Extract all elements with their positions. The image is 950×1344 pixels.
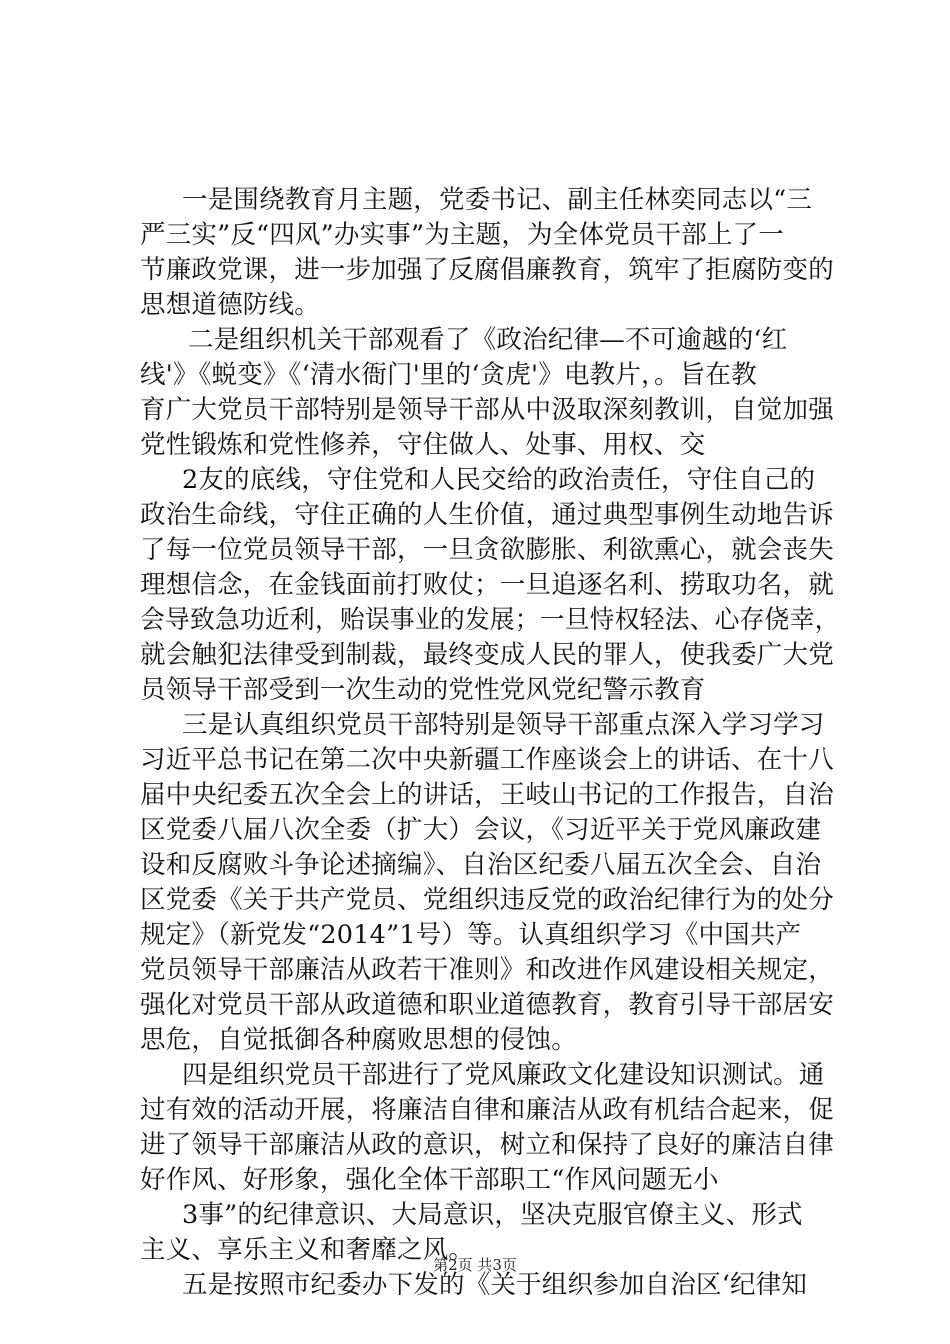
document-body (140, 183, 840, 1303)
text-line: 了每一位党员领导干部，一旦贪欲膨胀、利欲熏心，就会丧失 (140, 535, 834, 565)
text-line: 二是组织机关干部观看了《政治纪律—不可逾越的‘红 (188, 325, 788, 355)
text-line: 员领导干部受到一次生动的党性党风党纪警示教育 (140, 675, 706, 705)
text-line: 党员领导干部廉洁从政若干准则》和改进作风建设相关规定， (140, 955, 834, 985)
text-line: 三是认真组织党员干部特别是领导干部重点深入学习学习 (182, 710, 825, 740)
text-line: 一是围绕教育月主题，党委书记、副主任林奕同志以“三 (182, 185, 813, 215)
text-line: 党性锻炼和党性修养，守住做人、处事、用权、交 (140, 430, 706, 460)
text-line: 规定》（新党发“2014”1号）等。认真组织学习《中国共产 (140, 920, 802, 950)
text-line: 进了领导干部廉洁从政的意识，树立和保持了良好的廉洁自律 (140, 1130, 834, 1160)
text-line: 设和反腐败斗争论述摘编》、自治区纪委八届五次全会、自治 (140, 850, 822, 880)
text-line: 就会触犯法律受到制裁，最终变成人民的罪人，使我委广大党 (140, 640, 834, 670)
text-line: 届中央纪委五次全会上的讲话，王岐山书记的工作报告，自治 (140, 780, 834, 810)
text-line: 过有效的活动开展，将廉洁自律和廉洁从政有机结合起来，促 (140, 1095, 834, 1125)
text-line: 2友的底线，守住党和人民交给的政治责任，守住自己的 (182, 465, 816, 495)
text-line: 理想信念，在金钱面前打败仗；一旦追逐名利、捞取功名，就 (140, 570, 834, 600)
text-line: 区党委八届八次全委（扩大）会议，《习近平关于党风廉政建 (140, 815, 822, 845)
text-line: 3事”的纪律意识、大局意识，坚决克服官僚主义、形式 (182, 1200, 803, 1230)
page-footer: 第2页 共3页 (433, 1256, 517, 1274)
text-line: 四是组织党员干部进行了党风廉政文化建设知识测试。通 (182, 1060, 825, 1090)
text-line: 线'》《蜕变》《‘清水衙门'里的‘贪虎'》电教片，。旨在教 (140, 360, 757, 390)
text-line: 强化对党员干部从政道德和职业道德教育，教育引导干部居安 (140, 990, 834, 1020)
text-line: 习近平总书记在第二次中央新疆工作座谈会上的讲话、在十八 (140, 745, 834, 775)
text-line: 会导致急功近利，贻误事业的发展；一旦恃权轻法、心存侥幸， (140, 605, 840, 635)
text-line: 主义、享乐主义和奢靡之风。 (140, 1235, 475, 1265)
text-line: 思想道德防线。 (140, 290, 320, 320)
text-line: 节廉政党课，进一步加强了反腐倡廉教育，筑牢了拒腐防变的 (140, 255, 834, 285)
text-line: 思危，自觉抵御各种腐败思想的侵蚀。 (140, 1025, 577, 1055)
text-line: 政治生命线，守住正确的人生价值，通过典型事例生动地告诉 (140, 500, 834, 530)
text-line: 区党委《关于共产党员、党组织违反党的政治纪律行为的处分 (140, 885, 834, 915)
text-line: 好作风、好形象，强化全体干部职工“作风问题无小 (140, 1165, 719, 1195)
text-line: 五是按照市纪委办下发的《关于组织参加自治区‘纪律知 (182, 1270, 808, 1300)
text-line: 严三实”反“四风”办实事”为主题，为全体党员干部上了一 (140, 220, 785, 250)
text-line: 育广大党员干部特别是领导干部从中汲取深刻教训，自觉加强 (140, 395, 834, 425)
